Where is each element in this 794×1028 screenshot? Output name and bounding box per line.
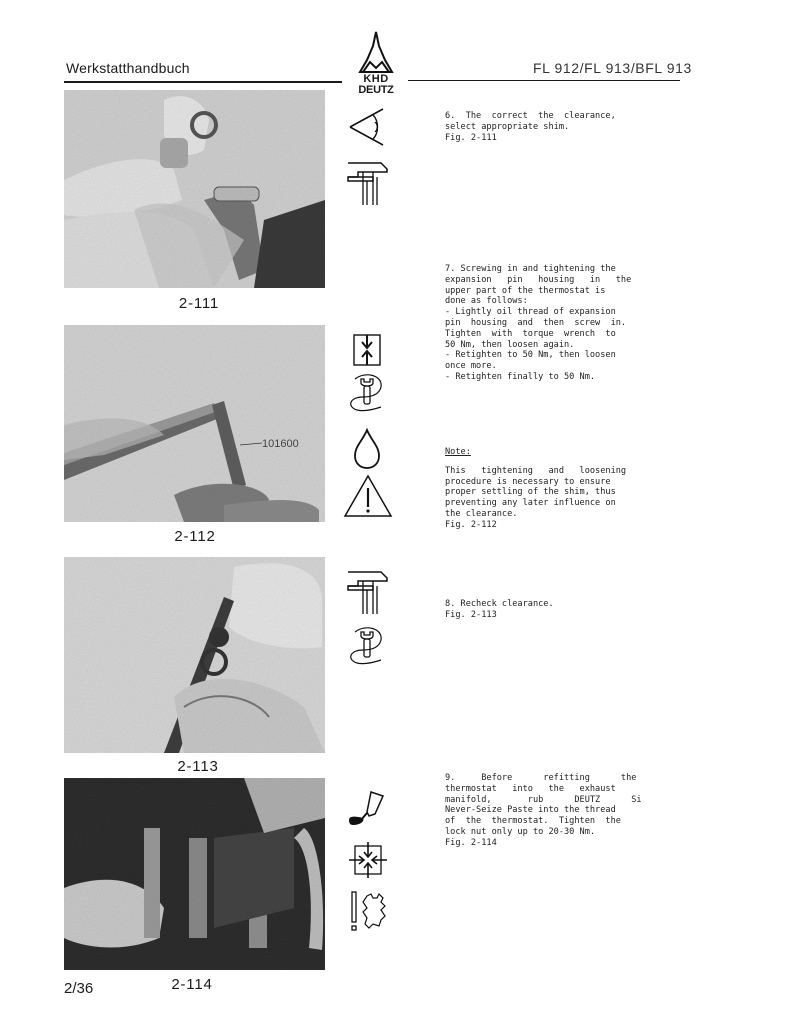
engine-models: FL 912/FL 913/BFL 913 — [533, 60, 692, 76]
figure-caption: 2-113 — [177, 758, 219, 775]
text-line: 7. Screwing in and tightening the — [445, 264, 616, 274]
text-line: preventing any later influence on — [445, 498, 616, 509]
text-line: done as follows: — [445, 296, 528, 307]
text-line: 8. Recheck clearance. — [445, 599, 554, 609]
text-line: expansion pin housing in the — [445, 274, 632, 285]
text-line: of the thermostat. Tighten the — [445, 816, 621, 827]
step-7-text — [445, 264, 637, 383]
header-rule-right — [408, 80, 680, 81]
logo-text-deutz: DEUTZ — [358, 84, 394, 96]
logo-text-khd: KHD — [363, 73, 389, 85]
figure-reference: Fig. 2-111 — [445, 132, 497, 143]
text-line: upper part of the thermostat is — [445, 285, 606, 296]
text-line: - Lightly oil thread of expansion — [445, 307, 616, 318]
figure-reference: Fig. 2-113 — [445, 609, 497, 620]
figure-caption: 2-112 — [174, 528, 216, 545]
text-line: the clearance. — [445, 508, 518, 519]
text-line: - Retighten to 50 Nm, then loosen — [445, 350, 616, 361]
page-number: 2/36 — [64, 980, 94, 997]
manual-title: Werkstatthandbuch — [66, 60, 190, 76]
figure-reference: Fig. 2-112 — [445, 519, 497, 530]
figure-caption: 2-114 — [171, 976, 213, 993]
text-line: proper settling of the shim, thus — [445, 487, 616, 498]
khd-deutz-logo — [348, 30, 404, 98]
text-line: lock nut only up to 20-30 Nm. — [445, 826, 596, 837]
text-line: thermostat into the exhaust — [445, 783, 616, 794]
compress-arrows-icon — [343, 333, 393, 367]
step-8-text — [445, 599, 637, 621]
text-line: Never-Seize Paste into the thread — [445, 805, 616, 816]
text-line: 50 Nm, then loosen again. — [445, 339, 575, 350]
note-block — [445, 447, 637, 531]
text-line: pin housing and then screw in. — [445, 317, 627, 328]
press-fit-icon — [343, 840, 393, 880]
logo-spire-icon — [348, 30, 404, 76]
text-line: - Retighten finally to 50 Nm. — [445, 371, 596, 382]
header-rule-left — [64, 81, 342, 83]
caliper-icon — [343, 566, 393, 616]
attention-gear-icon — [343, 890, 393, 934]
note-heading: Note: — [445, 447, 471, 457]
figure-reference: Fig. 2-114 — [445, 837, 497, 848]
figure-2-112-photo — [64, 325, 325, 522]
figure-caption: 2-111 — [178, 295, 220, 312]
text-line: 9. Before refitting the — [445, 773, 637, 783]
oil-drop-icon — [343, 428, 393, 470]
text-line: once more. — [445, 361, 497, 372]
text-line: Tighten with torque wrench to — [445, 328, 616, 339]
callout-label: 101600 — [262, 438, 299, 450]
eye-inspect-icon — [343, 107, 393, 147]
caliper-icon — [343, 157, 393, 207]
figure-2-113-photo — [64, 557, 325, 753]
wrench-icon — [343, 373, 393, 413]
step-6-text — [445, 111, 637, 143]
text-line: 6. The correct the clearance, — [445, 111, 616, 121]
paste-tube-icon — [343, 788, 393, 828]
wrench-icon — [343, 626, 393, 666]
text-line: This tightening and loosening — [445, 465, 627, 476]
figure-2-114-photo — [64, 778, 325, 970]
figure-2-111-photo — [64, 90, 325, 288]
text-line: manifold, rub DEUTZ Si — [445, 794, 642, 805]
warning-triangle-icon — [343, 474, 393, 518]
text-line: procedure is necessary to ensure — [445, 476, 611, 487]
step-9-text — [445, 773, 642, 849]
text-line: select appropriate shim. — [445, 121, 570, 132]
